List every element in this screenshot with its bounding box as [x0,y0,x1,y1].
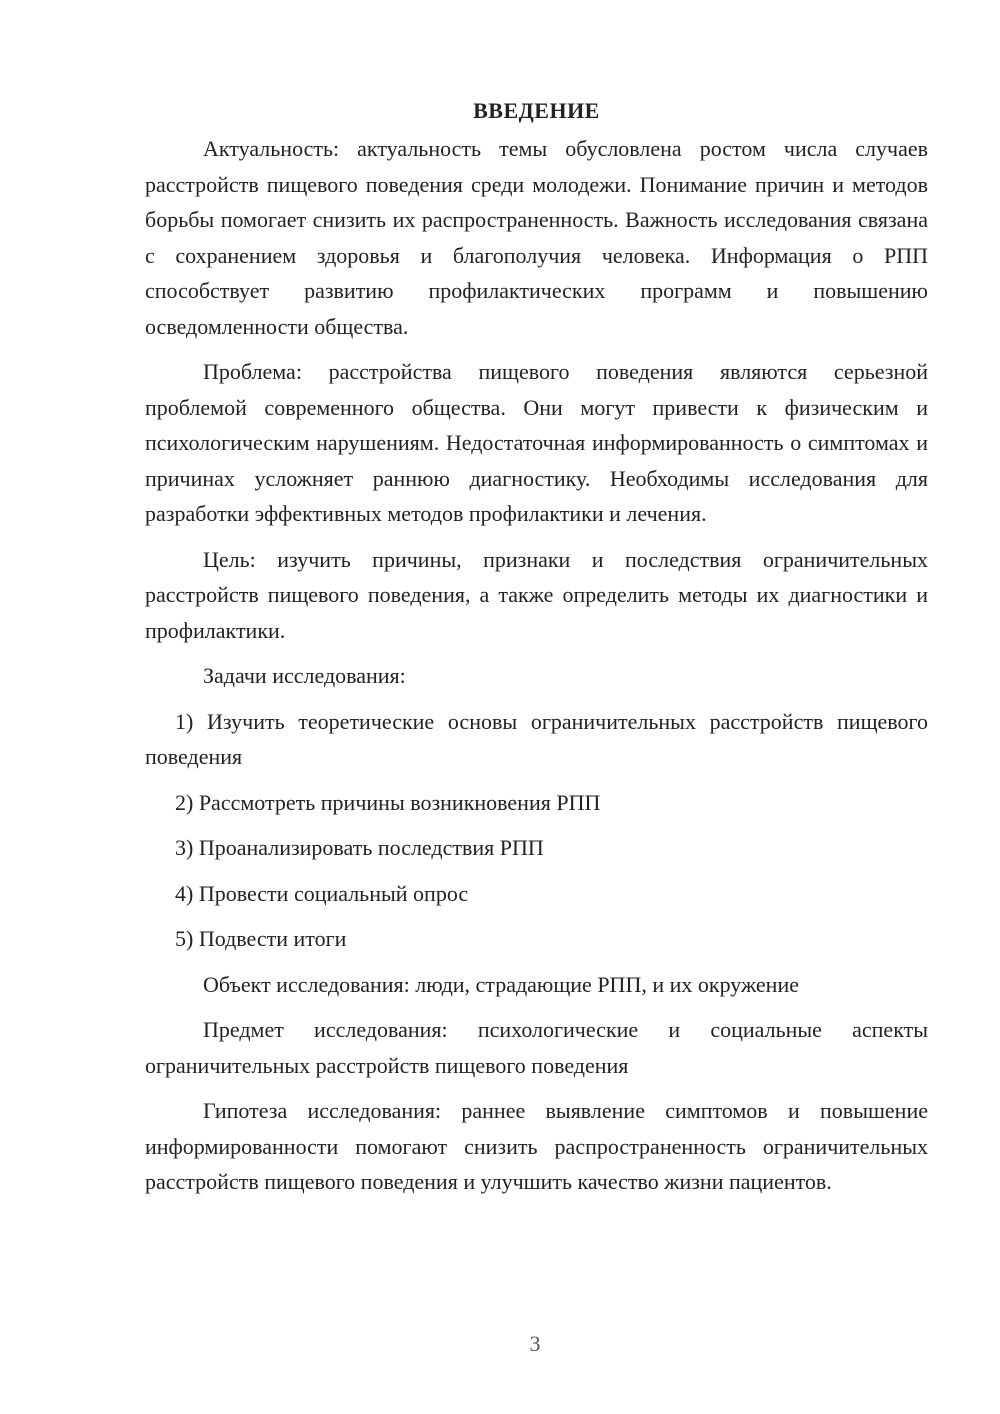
document-page [145,96,928,1210]
list-item: 3) Проанализировать последствия РПП [175,835,544,860]
page-number: 3 [529,1331,541,1356]
list-item: 2) Рассмотреть причины возникновения РПП [175,789,601,815]
paragraph-relevance: Актуальность: актуальность темы обусловлена ростом числа случаев расстройств пищевого поведения среди молодежи. Понимание причин и методов борьбы помогает снизить их распространенность. Важность исследования связана с сохранением здоровья и благополучия человека. Информация о РПП способствует развитию профилактических программ и повышению осведомленности общества. [145,136,928,339]
paragraph-object: Объект исследования: люди, страдающие РПП, и их окружение [203,971,799,997]
paragraph-problem: Проблема: расстройства пищевого поведения являются серьезной проблемой современного общества. Они могут привести к физическим и психологическим нарушениям. Недостаточная информированность о симптомах и причинах усложняет раннюю диагностику. Необходимы исследования для разработки эффективных методов профилактики и лечения. [145,359,928,526]
list-item: 1) Изучить теоретические основы ограничительных расстройств пищевого поведения [145,708,928,769]
page-title: ВВЕДЕНИЕ [473,98,600,123]
list-item: 5) Подвести итоги [175,926,347,951]
tasks-list [145,704,928,957]
paragraph-goal: Цель: изучить причины, признаки и последствия ограничительных расстройств пищевого поведения, а также определить методы их диагностики и профилактики. [145,546,928,643]
tasks-heading: Задачи исследования: [203,663,406,688]
list-item: 4) Провести социальный опрос [175,880,469,906]
paragraph-subject: Предмет исследования: психологические и социальные аспекты ограничительных расстройств пищевого поведения [145,1017,928,1078]
paragraph-hypothesis: Гипотеза исследования: раннее выявление симптомов и повышение информированности помогают снизить распространенность ограничительных расстройств пищевого поведения и улучшить качество жизни пациентов. [145,1098,928,1194]
